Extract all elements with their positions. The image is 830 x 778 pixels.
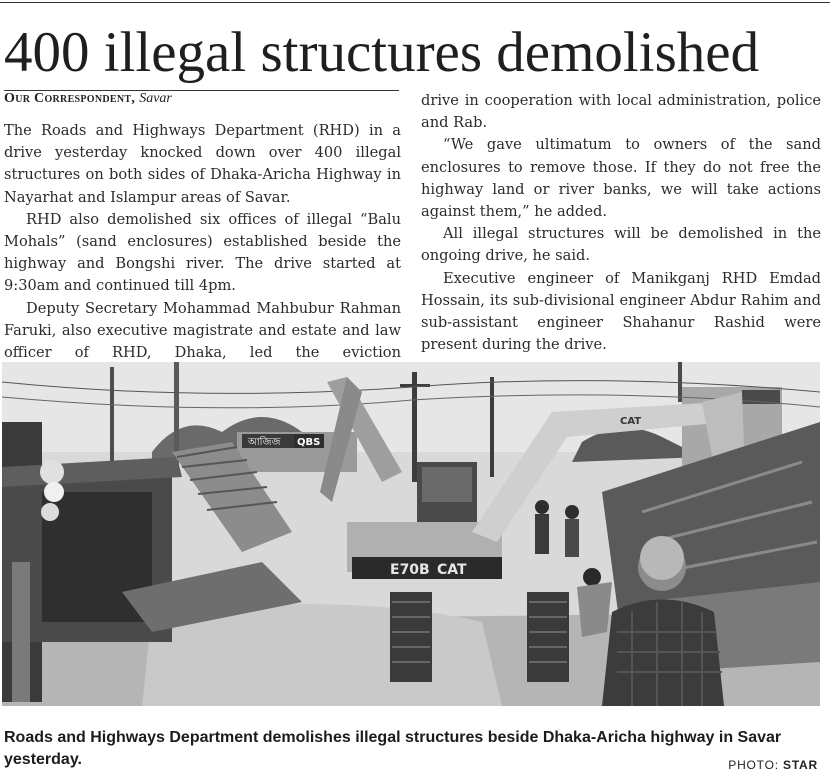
photo-credit-prefix: PHOTO: xyxy=(728,758,784,772)
excavator-brand-label: CAT xyxy=(437,562,467,578)
paragraph: Deputy Secretary Mohammad Mahbubur Rahman Faruki, also executive magistrate and estate and law officer of RHD, Dhaka, led the eviction xyxy=(4,299,401,362)
paragraph: drive in cooperation with local administration, police and Rab. xyxy=(421,92,821,132)
paragraph: The Roads and Highways Department (RHD) in a drive yesterday knocked down over 400 illegal structures on both sides of Dhaka-Aricha Highway in Nayarhat and Islampur areas of Savar. xyxy=(4,122,401,206)
photo-caption: Roads and Highways Department demolishes illegal structures beside Dhaka-Aricha highway in Savar yesterday. xyxy=(4,729,782,768)
byline xyxy=(4,90,399,107)
photo-credit xyxy=(728,758,818,772)
article-column-2 xyxy=(421,90,821,356)
excavator-model-label: E70B xyxy=(390,562,430,578)
paragraph: All illegal structures will be demolished in the ongoing drive, he said. xyxy=(421,225,821,265)
article-column-1 xyxy=(4,120,401,364)
demolition-scene-illustration xyxy=(2,362,820,706)
paragraph: RHD also demolished six offices of illegal “Balu Mohals” (sand enclosures) established beside the highway and Bongshi river. The drive started at 9:30am and continued till 4pm. xyxy=(4,210,401,295)
paragraph: Executive engineer of Manikganj RHD Emdad Hossain, its sub-divisional engineer Abdur Rahim and sub-assistant engineer Shahanur Rashid were present during the drive. xyxy=(421,269,821,354)
paragraph: “We gave ultimatum to owners of the sand enclosures to remove those. If they do not free the highway land or river banks, we will take actions against them,” he added. xyxy=(421,136,821,221)
headline: 400 illegal structures demolished xyxy=(4,21,760,84)
boom-brand-label: CAT xyxy=(620,416,642,427)
byline-place: Savar xyxy=(139,91,172,106)
shop-sign-left: আজিজ xyxy=(248,437,281,448)
photo-credit-source: STAR xyxy=(783,758,818,772)
shop-sign-mid: QBS xyxy=(297,437,321,448)
top-rule xyxy=(0,2,830,3)
news-photo xyxy=(2,362,820,706)
byline-author: Our Correspondent, xyxy=(4,91,136,106)
